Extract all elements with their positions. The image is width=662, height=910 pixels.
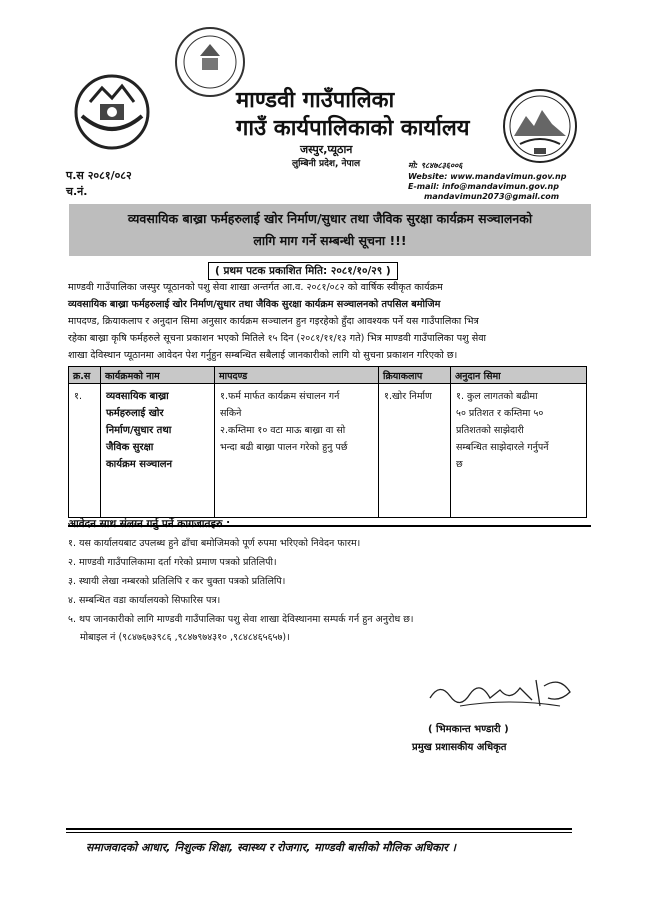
cell-grant-limit xyxy=(451,384,587,518)
footer-divider xyxy=(66,828,572,830)
email-secondary: mandavimun2073@gmail.com xyxy=(424,192,560,201)
body-line: मापदण्ड, क्रियाकलाप र अनुदान सिमा अनुसार कार्यक्रम सञ्चालन हुन गइरहेको हुँदा आवश्यक पर्ने यस गाउँपालिका भित्र xyxy=(68,316,479,327)
cell-line: १. कुल लागतको बढीमा xyxy=(456,391,538,402)
address: जस्पुर,प्यूठान xyxy=(300,143,353,156)
cell-line: भन्दा बढी बाख्रा पालन गरेको हुनु पर्छ xyxy=(220,442,348,453)
cell-activity: १.खोर निर्माण xyxy=(379,384,451,518)
cell-line: सकिने xyxy=(220,408,242,419)
program-table xyxy=(68,366,587,518)
body-line: रहेका बाख्रा कृषि फर्महरुले सूचना प्रकाशन भएको मितिले १५ दिन (२०८१/११/१३ गते) भित्र माण्डवी गाउँपालिका पशु सेवा xyxy=(68,333,487,344)
cell-line: २.कम्तिमा १० वटा माऊ बाख्रा वा सो xyxy=(220,425,346,436)
government-emblem-icon xyxy=(72,72,152,152)
cell-line: छ xyxy=(456,459,463,470)
required-documents-heading: आवेदन साथ संलग्न गर्नु पर्ने कागजातहरु : xyxy=(68,518,231,530)
footer-motto: समाजवादको आधार, निशुल्क शिक्षा, स्वास्थ्य र रोजगार, माण्डवी बासीको मौलिक अधिकार । xyxy=(86,841,456,854)
cell-line: प्रतिशतको साझेदारी xyxy=(456,425,524,436)
signatory-name: ( भिमकान्त भण्डारी ) xyxy=(428,724,509,735)
col-criteria: मापदण्ड xyxy=(215,367,379,384)
municipality-logo-icon xyxy=(500,86,580,166)
cell-sn: १. xyxy=(69,384,101,518)
reference-number: प.स २०८१/०८२ xyxy=(66,169,132,182)
province: लुम्बिनी प्रदेश, नेपाल xyxy=(292,159,361,169)
office-name: गाउँ कार्यपालिकाको कार्यालय xyxy=(236,116,470,141)
col-program-name: कार्यक्रमको नाम xyxy=(101,367,215,384)
body-line: व्यवसायिक बाख्रा फर्महरुलाई खोर निर्माण/सुधार तथा जैविक सुरक्षा कार्यक्रम सञ्चालनको तपसिल बमोजिम xyxy=(68,299,441,310)
publication-date: ( प्रथम पटक प्रकाशित मिति: २०८१/१०/२९ ) xyxy=(208,262,398,280)
table-header-row xyxy=(69,367,587,384)
requirement-item: २. माण्डवी गाउँपालिकामा दर्ता गरेको प्रमाण पत्रको प्रतिलिपी। xyxy=(68,557,277,568)
notice-title-line2: लागि माग गर्ने सम्बन्धी सूचना !!! xyxy=(253,233,407,248)
col-activity: क्रियाकलाप xyxy=(379,367,451,384)
notice-title-line1: व्यवसायिक बाख्रा फर्महरुलाई खोर निर्माण/सुधार तथा जैविक सुरक्षा कार्यक्रम सञ्चालनको xyxy=(127,211,533,226)
cell-line: निर्माण/सुधार तथा xyxy=(106,425,172,436)
requirement-item: १. यस कार्यालयबाट उपलब्ध हुने ढाँचा बमोजिमको पूर्ण रुपमा भरिएको निवेदन फारम। xyxy=(68,538,361,549)
requirement-item: ४. सम्बन्धित वडा कार्यालयको सिफारिस पत्र। xyxy=(68,595,221,606)
cell-line: १.फर्म मार्फत कार्यक्रम संचालन गर्न xyxy=(220,391,340,402)
notice-body xyxy=(68,279,590,364)
notice-title xyxy=(69,204,591,256)
body-line: शाखा देविस्थान प्यूठानमा आवेदन पेश गर्नुहुन सम्बन्धित सबैलाई जानकारीको लागि यो सुचना प्रकाशन गरिएको छ। xyxy=(68,350,458,361)
requirement-item: मोबाइल नं (९८४७६७३९८६ ,९८४७९७४३१० ,९८४८४६५६५७)। xyxy=(80,632,290,643)
cell-line: सम्बन्धित साझेदारले गर्नुपर्ने xyxy=(456,442,549,453)
signature-icon xyxy=(420,672,580,712)
dispatch-number: च.नं. xyxy=(66,185,88,198)
cell-line: जैविक सुरक्षा xyxy=(106,442,154,453)
col-grant-limit: अनुदान सिमा xyxy=(451,367,587,384)
requirement-item: ५. थप जानकारीको लागि माण्डवी गाउँपालिका पशु सेवा शाखा देविस्थानमा सम्पर्क गर्न हुन अनुरोध छ। xyxy=(68,614,414,625)
body-line: माण्डवी गाउँपालिका जस्पुर प्यूठानको पशु सेवा शाखा अन्तर्गत आ.व. २०८१/०८२ को वार्षिक स्वीकृत कार्यक्रम xyxy=(68,282,443,293)
cell-line: व्यवसायिक बाख्रा xyxy=(106,391,169,402)
table-row xyxy=(69,384,587,518)
website: Website: www.mandavimun.gov.np xyxy=(408,172,567,181)
cell-program-name xyxy=(101,384,215,518)
col-sn: क्र.स xyxy=(69,367,101,384)
cell-line: फर्महरुलाई खोर xyxy=(106,408,164,419)
footer-divider xyxy=(66,832,572,833)
mobile-number: मो: ९८४७८३६००६ xyxy=(408,161,463,170)
cell-line: कार्यक्रम सञ्चालन xyxy=(106,459,173,470)
cell-line: ५० प्रतिशत र कम्तिमा ५० xyxy=(456,408,544,419)
org-name: माण्डवी गाउँपालिका xyxy=(236,88,395,113)
requirement-item: ३. स्थायी लेखा नम्बरको प्रतिलिपि र कर चुक्ता पत्रको प्रतिलिपि। xyxy=(68,576,286,587)
divider xyxy=(68,525,591,527)
cell-criteria xyxy=(215,384,379,518)
signatory-title: प्रमुख प्रशासकीय अधिकृत xyxy=(412,742,507,753)
email: E-mail: info@mandavimun.gov.np xyxy=(408,182,559,191)
